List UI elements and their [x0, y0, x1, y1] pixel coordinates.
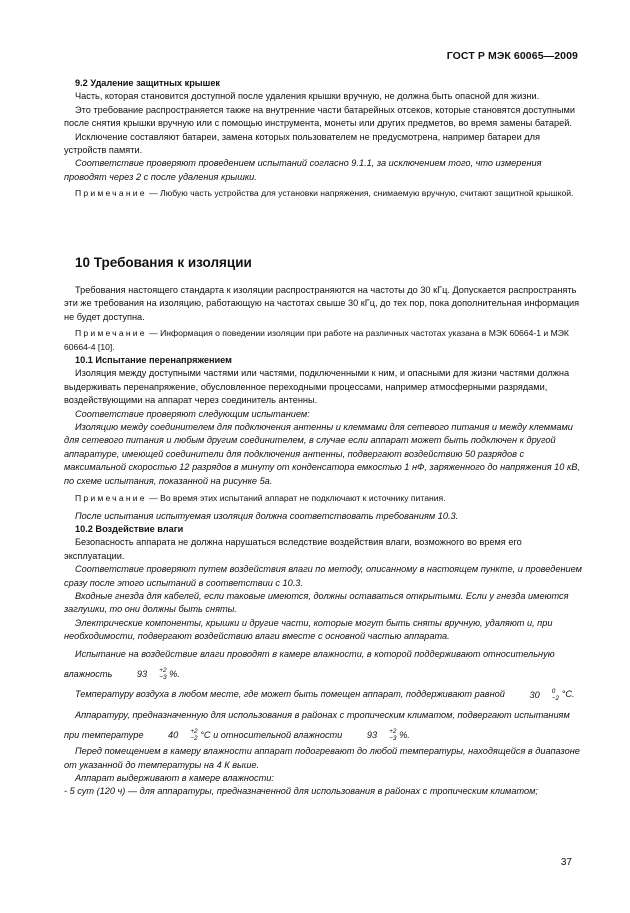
section-10-2-title: 10.2 Воздействие влаги: [75, 523, 184, 534]
paragraph: Часть, которая становится доступной после удаления крышки вручную, не должна быть опасной для жизни.: [75, 91, 540, 102]
section-9-2: [64, 77, 582, 201]
paragraph: Соответствие проверяют проведением испытаний согласно 9.1.1, за исключением того, что измерения проводят через 2 с после удаления крышки.: [64, 158, 542, 182]
note: [64, 327, 582, 354]
value: 93: [136, 669, 148, 680]
section-10-title: 10 Требования к изоляции: [75, 255, 252, 270]
note-text: — Информация о поведении изоляции при работе на различных частотах указана в МЭК 60664-1 и МЭК 60664-4 [10].: [64, 328, 569, 352]
value: 40: [168, 730, 179, 741]
paragraph: Входные гнезда для кабелей, если таковые имеются, должны оставаться открытыми. Если у гнезда имеются заглушки, то они должны быть сняты.: [64, 590, 569, 615]
tol-down: −2: [190, 735, 198, 743]
tropical-text-2: °С и относительной влажности: [200, 729, 343, 740]
paragraph: Соответствие проверяют путем воздействия влаги по методу, описанному в настоящем пункте, и проведением сразу после этого испытаний в соответствии с 10.3.: [64, 564, 582, 588]
tol-up: +2: [159, 667, 167, 675]
paragraph: Соответствие проверяют следующим испытанием:: [75, 408, 310, 419]
unit: °С.: [561, 689, 575, 700]
section-10: [64, 284, 582, 799]
standard-header: ГОСТ Р МЭК 60065—2009: [446, 50, 578, 62]
paragraph: Изоляцию между соединителем для подключения антенны и клеммами для сетевого питания и между клеммами для сетевого питания и любым другим соединителем, в случае если аппарат может быть подключен к другой аппаратуре, имеющей соединители для подключения антенны, подвергают воздействию 50 разрядов с максимальной скоростью 12 разрядов в минуту от конденсатора емкостью 1 нФ, заряженного до напряжения 10 кВ, по схеме испытания, показанной на рисунке 5а.: [64, 422, 580, 486]
note-label: Примечание: [75, 328, 147, 339]
temperature-paragraph: [64, 684, 582, 705]
note-text: — Во время этих испытаний аппарат не подключают к источнику питания.: [146, 493, 446, 504]
tol-up: 0: [551, 687, 556, 695]
page-number: 37: [560, 857, 572, 868]
note-text: — Любую часть устройства для установки напряжения, снимаемую вручную, считают защитной крышкой.: [146, 188, 574, 199]
paragraph: Изоляция между доступными частями или частями, подключенными к ним, и опасными для жизни частями должна выдерживать перенапряжение, обусловленное переходными процессами, например атмосферными разрядами, воздействующими на аппарат через соединитель антенны.: [64, 368, 570, 406]
paragraph: Исключение составляют батареи, замена которых пользователем не предусмотрена, например батареи для устройств памяти.: [64, 131, 540, 156]
humidity-text: Испытание на воздействие влаги проводят в камере влажности, в которой поддерживают относительную влажность: [64, 648, 555, 679]
value: 30: [529, 689, 540, 700]
tol-up: +2: [389, 728, 397, 736]
tropical-text: Аппаратуру, предназначенную для использования в районах с тропическим климатом, подвергают испытаниям при температуре: [64, 709, 570, 740]
humidity-paragraph: [64, 644, 582, 685]
note: [64, 187, 582, 200]
note-label: Примечание: [75, 493, 147, 504]
note-label: Примечание: [75, 188, 147, 199]
paragraph: Это требование распространяется также на внутренние части батарейных отсеков, которые становятся доступными после снятия крышки вручную или с помощью инструмента, монеты или других предметов, во время замены батарей.: [64, 104, 575, 129]
note: [64, 492, 582, 505]
tol-down: −2: [551, 694, 560, 702]
paragraph: Аппарат выдерживают в камере влажности:: [75, 773, 274, 784]
section-9-2-title: 9.2 Удаление защитных крышек: [75, 78, 221, 88]
tol-up: +2: [190, 728, 198, 736]
tropical-paragraph: [64, 705, 582, 746]
humidity-value: [115, 664, 167, 685]
tropical-humidity-value: [345, 725, 397, 746]
list-item: - 5 сут (120 ч) — для аппаратуры, предназначенной для использования в районах с тропическим климатом;: [64, 786, 538, 797]
value: 93: [366, 730, 378, 741]
tropical-temp-value: [146, 725, 198, 746]
paragraph: Электрические компоненты, крышки и другие части, которые могут быть сняты вручную, удаляют и, при необходимости, подвергают воздействию влаги вместе с основной частью аппарата.: [64, 617, 553, 642]
section-10-1-title: 10.1 Испытание перенапряжением: [75, 355, 232, 366]
unit: %.: [169, 668, 180, 679]
paragraph: Требования настоящего стандарта к изоляции распространяются на частоты до 30 кГц. Допускается распространять эти же требования на изоляцию, работающую на частотах свыше 30 кГц, до тех пор, пока дополнительная информация не будет доступна.: [64, 285, 580, 322]
paragraph: Перед помещением в камеру влажности аппарат подогревают до любой температуры, находящейся в диапазоне от указанной до температуры на 4 К выше.: [64, 746, 580, 770]
temperature-text: Температуру воздуха в любом месте, где может быть помещен аппарат, поддерживают равной: [75, 689, 505, 700]
tol-down: −3: [389, 735, 397, 743]
tol-down: −3: [159, 674, 167, 682]
temperature-value: [507, 684, 559, 705]
paragraph: После испытания испытуемая изоляция должна соответствовать требованиям 10.3.: [75, 510, 459, 521]
paragraph: Безопасность аппарата не должна нарушаться вследствие воздействия влаги, возможного во время его эксплуатации.: [64, 537, 522, 561]
unit: %.: [399, 729, 410, 740]
